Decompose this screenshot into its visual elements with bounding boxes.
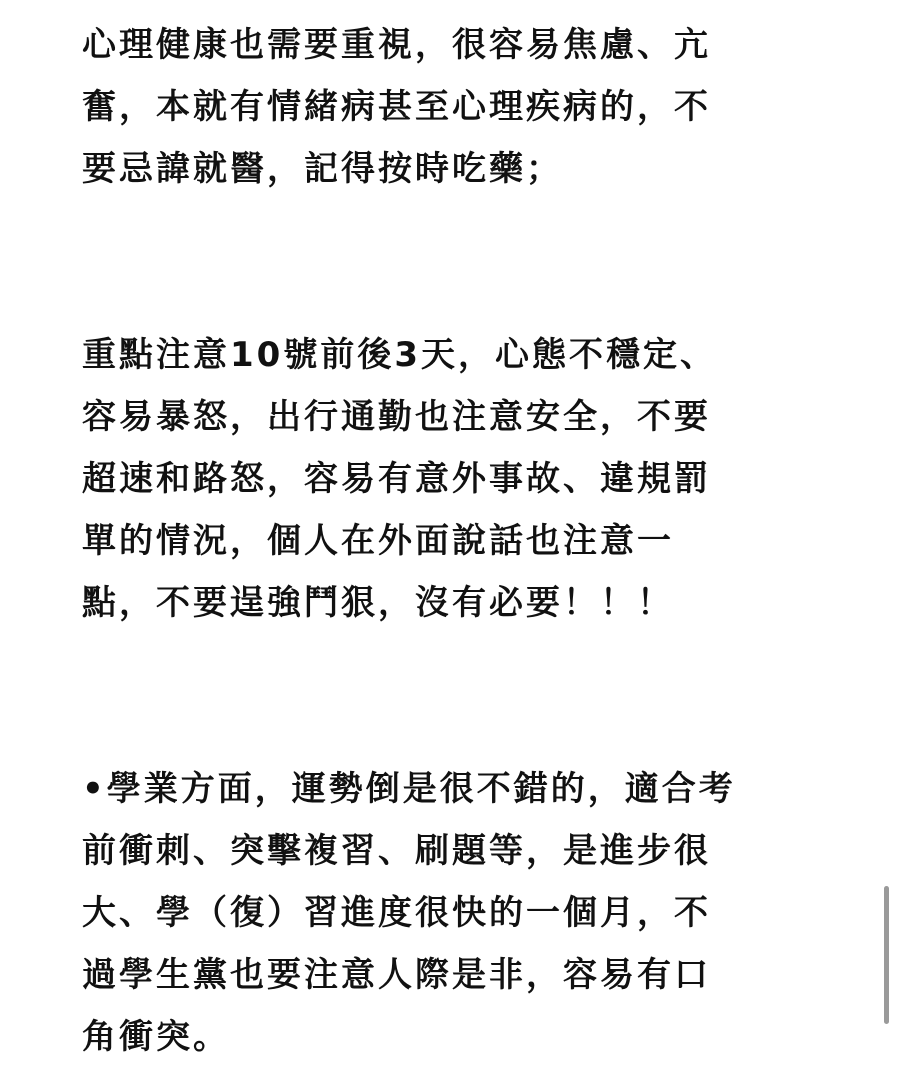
text-line: 重點注意10號前後3天，心態不穩定、: [82, 335, 717, 375]
text-line: 超速和路怒，容易有意外事故、違規罰: [82, 459, 711, 499]
paragraph-caution: [82, 324, 822, 634]
text-line: •學業方面，運勢倒是很不錯的，適合考: [82, 769, 736, 809]
text-line: 點，不要逞強鬥狠，沒有必要！！！: [82, 583, 674, 623]
text-line: 大、學（復）習進度很快的一個月，不: [82, 893, 711, 933]
text-line: 過學生黨也要注意人際是非，容易有口: [82, 955, 711, 995]
text-line: 要忌諱就醫，記得按時吃藥；: [82, 149, 563, 189]
text-line: 奮，本就有情緒病甚至心理疾病的，不: [82, 87, 711, 127]
paragraph-mental-health: [82, 14, 822, 200]
article-body: [82, 14, 822, 1068]
text-line: 單的情況，個人在外面說話也注意一: [82, 521, 674, 561]
text-line: 容易暴怒，出行通勤也注意安全，不要: [82, 397, 711, 437]
paragraph-studies: [82, 758, 822, 1068]
text-line: 前衝刺、突擊複習、刷題等，是進步很: [82, 831, 711, 871]
text-line: 角衝突。: [82, 1017, 230, 1057]
paragraph-spacer: [82, 634, 822, 758]
vertical-scrollbar[interactable]: [884, 886, 889, 1024]
paragraph-spacer: [82, 200, 822, 324]
text-line: 心理健康也需要重視，很容易焦慮、亢: [82, 25, 711, 65]
